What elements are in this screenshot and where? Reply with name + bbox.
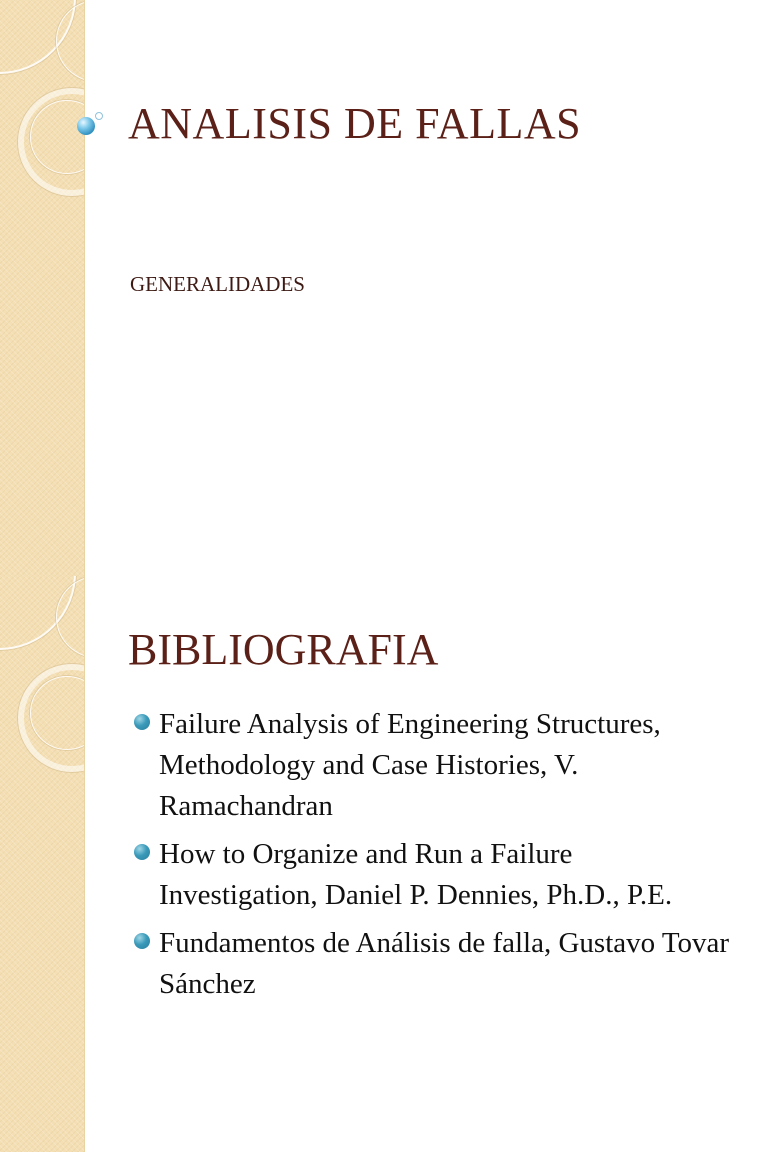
reference-list — [132, 704, 732, 1012]
bibliography-slide — [0, 576, 768, 1152]
list-item — [132, 923, 732, 1005]
reference-text: How to Organize and Run a Failure Investigation, Daniel P. Dennies, Ph.D., P.E. — [159, 838, 673, 911]
slide-title: ANALISIS DE FALLAS — [128, 99, 582, 148]
bullet-dot-icon — [134, 844, 150, 860]
slide-title: BIBLIOGRAFIA — [128, 625, 439, 674]
decorative-side-band — [0, 576, 85, 1152]
bullet-dot-icon — [134, 933, 150, 949]
decorative-side-band — [0, 0, 85, 576]
reference-text: Fundamentos de Análisis de falla, Gustavo Tovar Sánchez — [159, 927, 730, 1000]
list-item — [132, 704, 732, 827]
list-item — [132, 834, 732, 916]
bullet-dot-icon — [134, 714, 150, 730]
slide-subtitle: GENERALIDADES — [130, 272, 305, 296]
orb-icon — [77, 117, 95, 135]
reference-text: Failure Analysis of Engineering Structures, Methodology and Case Histories, V. Ramachandran — [159, 708, 661, 822]
small-orb-icon — [95, 112, 103, 120]
